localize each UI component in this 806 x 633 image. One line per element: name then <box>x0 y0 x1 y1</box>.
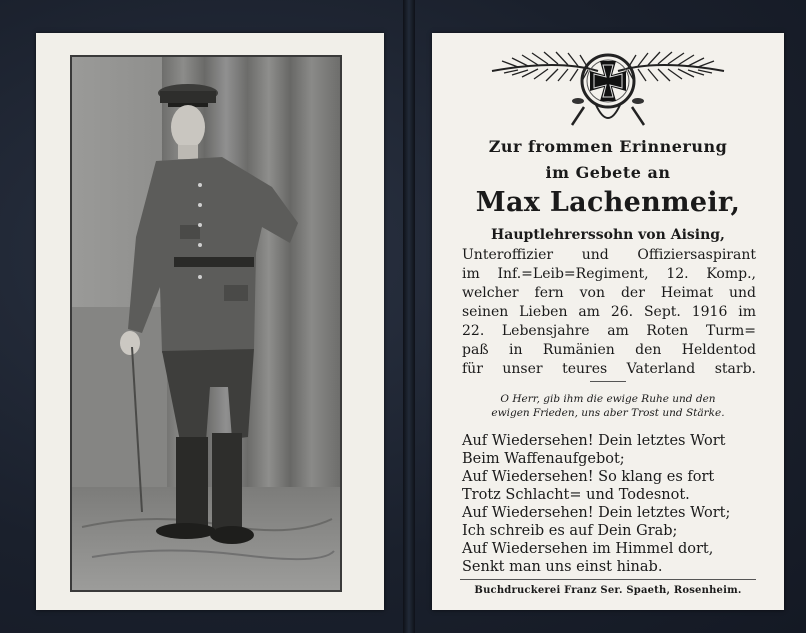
poem-line: Auf Wiedersehen! Dein letztes Wort; <box>462 505 731 521</box>
deceased-name: Max Lachenmeir, <box>475 187 741 218</box>
body-line: für unser teures Vaterland starb. <box>462 361 756 377</box>
separator <box>590 381 626 382</box>
printer-divider <box>460 579 756 580</box>
poem-line: Trotz Schlacht= und Todesnot. <box>462 487 690 503</box>
body-line: im Inf.=Leib=Regiment, 12. Komp., <box>462 266 756 282</box>
prayer-line: ewigen Frieden, uns aber Trost und Stärke. <box>491 407 725 419</box>
poem-line: Auf Wiedersehen! Dein letztes Wort <box>462 433 726 449</box>
soldier-photo <box>70 55 342 592</box>
body-line: 22. Lebensjahre am Roten Turm= <box>462 323 756 339</box>
soldier-photo-illustration <box>72 57 340 590</box>
printer-credit: Buchdruckerei Franz Ser. Spaeth, Rosenheim. <box>474 585 742 596</box>
prayer-line: O Herr, gib ihm die ewige Ruhe und den <box>500 393 716 405</box>
iron-cross-wreath-icon <box>488 41 728 133</box>
poem-line: Auf Wiedersehen im Himmel dort, <box>462 541 714 557</box>
poem-line: Senkt man uns einst hinab. <box>462 559 663 575</box>
poem-line: Ich schreib es auf Dein Grab; <box>462 523 678 539</box>
deceased-subtitle: Hauptlehrerssohn von Aising, <box>491 227 725 243</box>
center-divider <box>403 0 415 633</box>
body-line: paß in Rumänien den Heldentod <box>462 342 756 358</box>
body-line: welcher fern von der Heimat und <box>462 285 756 301</box>
poem-line: Auf Wiedersehen! So klang es fort <box>462 469 715 485</box>
memorial-text-card <box>432 33 784 610</box>
heading-line-1: Zur frommen Erinnerung <box>488 137 728 156</box>
photo-card <box>36 33 384 610</box>
body-line: Unteroffizier und Offiziersaspirant <box>462 247 756 263</box>
body-line: seinen Lieben am 26. Sept. 1916 im <box>462 304 756 320</box>
heading-line-2: im Gebete an <box>545 163 671 182</box>
poem-line: Beim Waffenaufgebot; <box>462 451 625 467</box>
